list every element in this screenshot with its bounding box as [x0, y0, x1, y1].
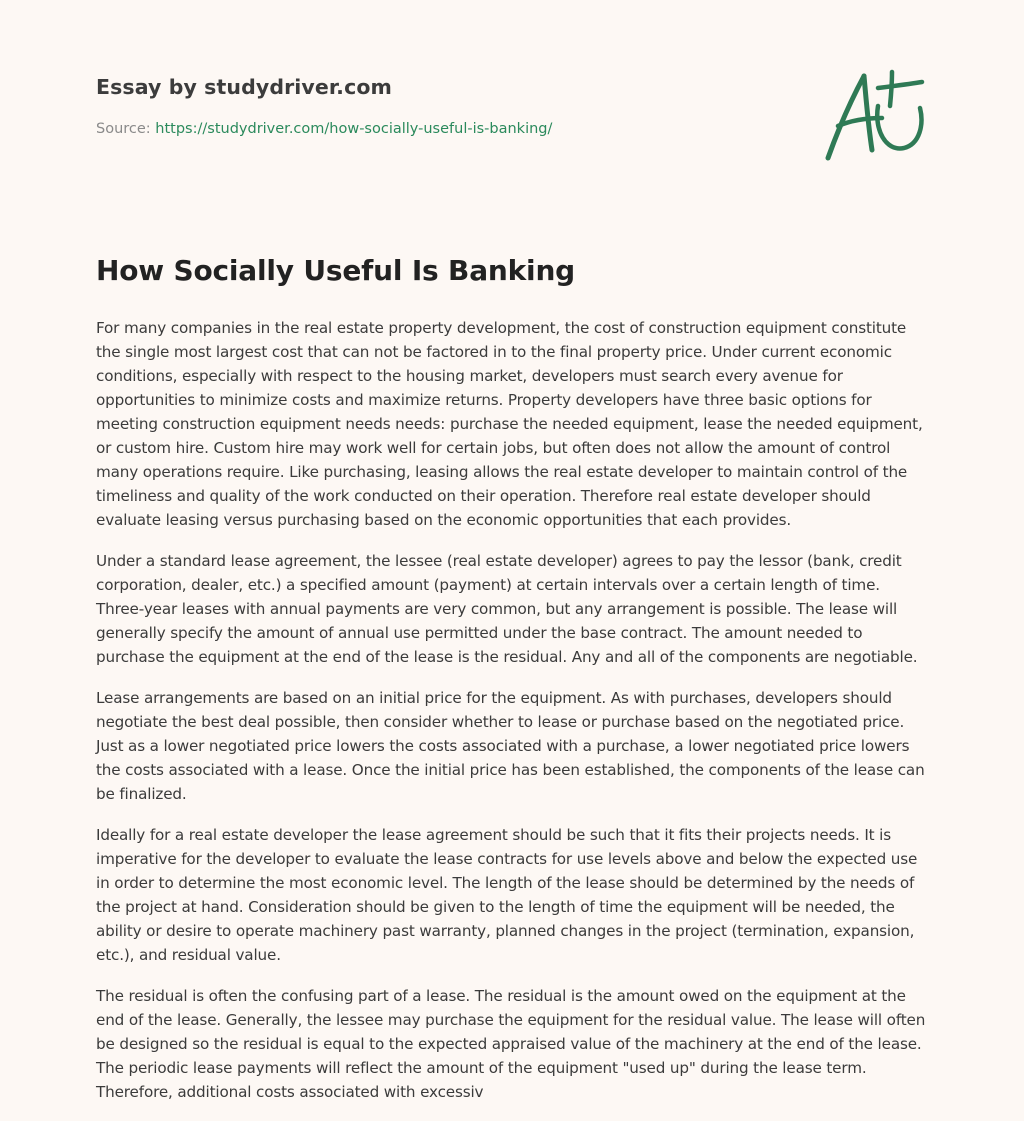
paragraph: The residual is often the confusing part of a lease. The residual is the amount owed on the equipment at the end of the lease. Generally, the lessee may purchase the equipment for the residual value. The lease will often be designed so the residual is equal to the expected appraised value of the machinery at the end of the lease. The periodic lease payments will reflect the amount of the equipment "used up" during the lease term. Therefore, additional costs associated with excessiv	[96, 987, 926, 1101]
paragraph: For many companies in the real estate property development, the cost of construction equipment constitute the single most largest cost that can not be factored in to the final property price. Under current economic conditions, especially with respect to the housing market, developers must search every avenue for opportunities to minimize costs and maximize returns. Property developers have three basic options for meeting construction equipment needs needs: purchase the needed equipment, lease the needed equipment, or custom hire. Custom hire may work well for certain jobs, but often does not allow the amount of control many operations require. Like purchasing, leasing allows the real estate developer to maintain control of the timeliness and quality of the work conducted on their operation. Therefore real estate developer should evaluate leasing versus purchasing based on the economic opportunities that each provides.	[96, 319, 923, 529]
paragraph: Ideally for a real estate developer the lease agreement should be such that it fits their projects needs. It is imperative for the developer to evaluate the lease contracts for use levels above and below the expected use in order to determine the most economic level. The length of the lease should be determined by the needs of the project at hand. Consideration should be given to the length of time the equipment will be needed, the ability or desire to operate machinery past warranty, planned changes in the project (termination, expansion, etc.), and residual value.	[96, 826, 918, 964]
essay-header	[96, 75, 552, 137]
source-link[interactable]: https://studydriver.com/how-socially-useful-is-banking/	[155, 121, 553, 137]
source-label: Source:	[96, 121, 156, 137]
brand-title: Essay by studydriver.com	[96, 75, 392, 99]
essay-body	[96, 316, 932, 1121]
source-line	[96, 121, 552, 137]
page-title: How Socially Useful Is Banking	[96, 254, 576, 287]
paragraph: Lease arrangements are based on an initial price for the equipment. As with purchases, developers should negotiate the best deal possible, then consider whether to lease or purchase based on the negotiated price. Just as a lower negotiated price lowers the costs associated with a purchase, a lower negotiated price lowers the costs associated with a lease. Once the initial price has been established, the components of the lease can be finalized.	[96, 689, 925, 803]
paragraph: Under a standard lease agreement, the lessee (real estate developer) agrees to pay the lessor (bank, credit corporation, dealer, etc.) a specified amount (payment) at certain intervals over a certain length of time. Three-year leases with annual payments are very common, but any arrangement is possible. The lease will generally specify the amount of annual use permitted under the base contract. The amount needed to purchase the equipment at the end of the lease is the residual. Any and all of the components are negotiable.	[96, 552, 918, 666]
a-plus-logo-icon	[820, 68, 930, 164]
